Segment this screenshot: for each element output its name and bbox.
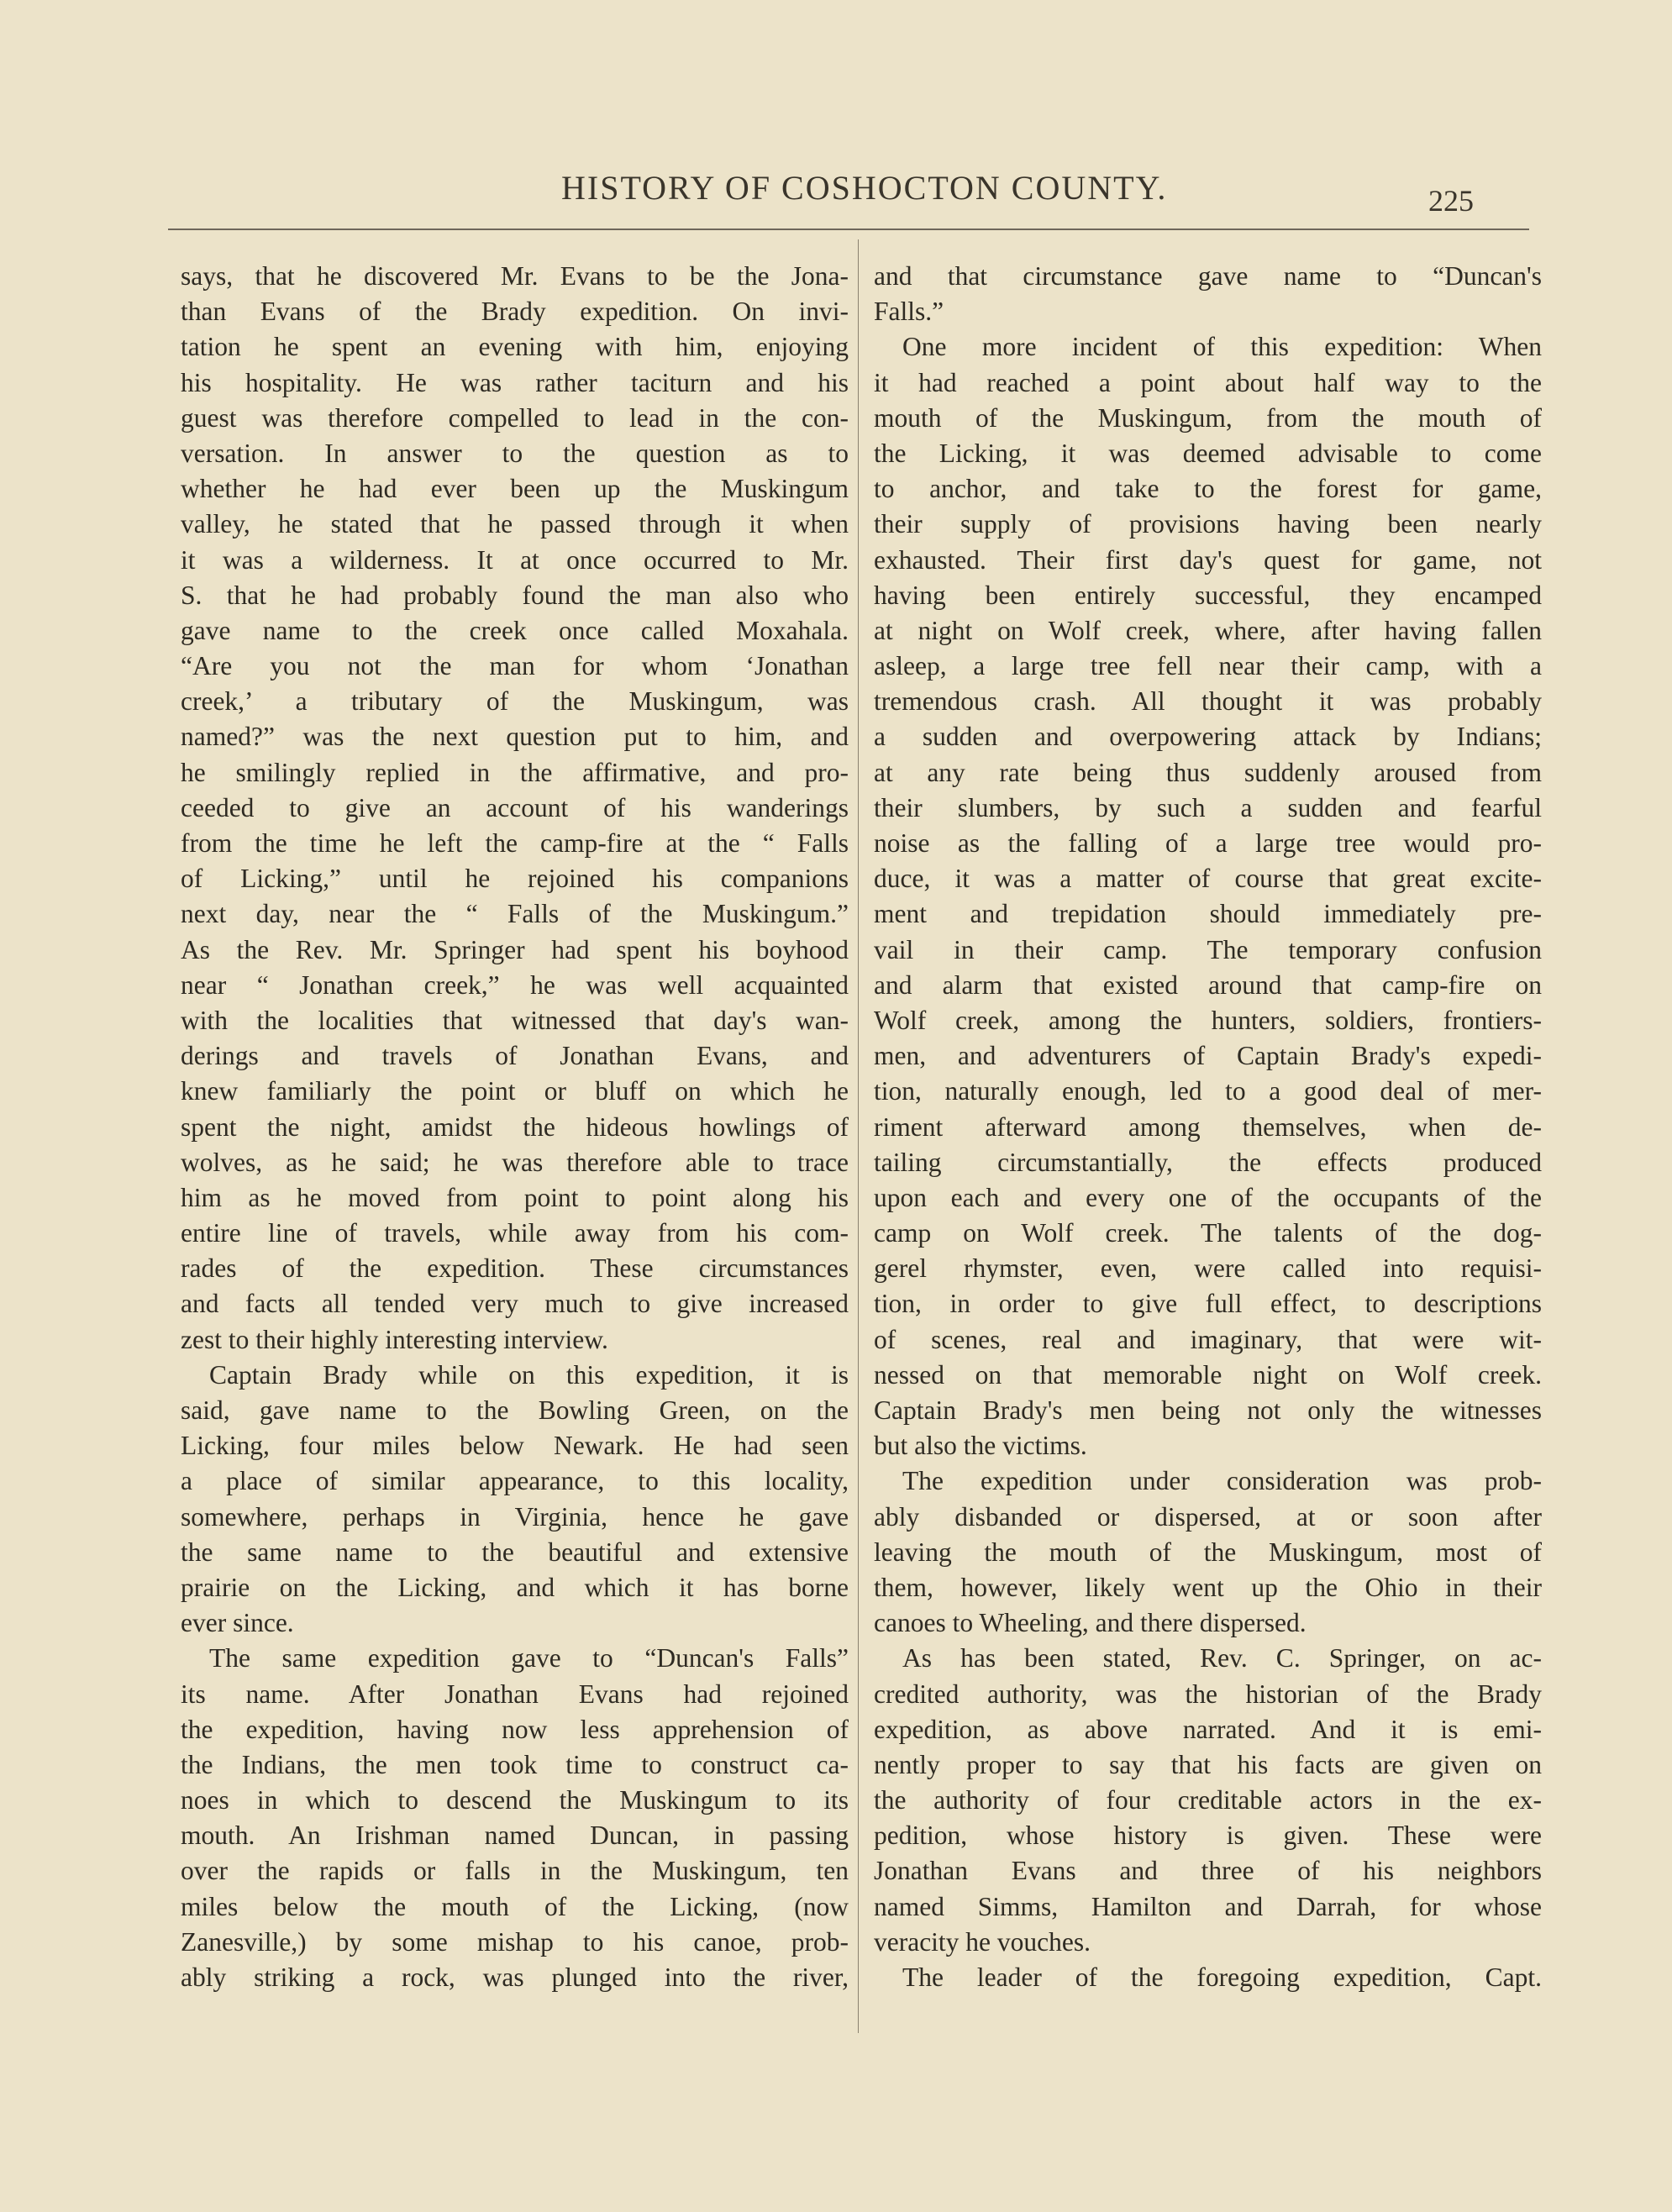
text-line: ever since. — [181, 1608, 294, 1638]
text-line: knew familiarly the point or bluff on which he — [181, 1076, 849, 1106]
text-line: a sudden and overpowering attack by Indians; — [874, 722, 1542, 752]
text-line: Falls.” — [874, 297, 944, 327]
text-line: it had reached a point about half way to the — [874, 367, 1542, 397]
text-line: ably disbanded or dispersed, at or soon after — [874, 1501, 1542, 1532]
text-line: named Simms, Hamilton and Darrah, for whose — [874, 1891, 1542, 1921]
text-line: men, and adventurers of Captain Brady's expedi- — [874, 1041, 1542, 1071]
text-line: creek,’ a tributary of the Muskingum, was — [181, 686, 849, 717]
text-line: the authority of four creditable actors in the ex- — [874, 1785, 1542, 1815]
text-line: duce, it was a matter of course that great excite- — [874, 864, 1542, 894]
text-line: the same name to the beautiful and extensive — [181, 1537, 849, 1567]
text-line: him as he moved from point to point along his — [181, 1182, 849, 1212]
page-number: 225 — [1428, 184, 1474, 218]
text-line: over the rapids or falls in the Muskingum, ten — [181, 1856, 849, 1886]
text-line: veracity he vouches. — [874, 1926, 1091, 1957]
text-line: having been entirely successful, they encamped — [874, 580, 1542, 610]
header-rule — [168, 229, 1529, 230]
text-line: As the Rev. Mr. Springer had spent his boyhood — [181, 934, 849, 964]
right-column — [874, 259, 1542, 1995]
text-line: noise as the falling of a large tree would pro- — [874, 828, 1542, 858]
text-line: it was a wilderness. It at once occurred to Mr. — [181, 544, 849, 575]
text-line: at any rate being thus suddenly aroused from — [874, 757, 1542, 787]
text-line: them, however, likely went up the Ohio in their — [874, 1572, 1542, 1602]
text-line: gave name to the creek once called Moxahala. — [181, 615, 849, 645]
text-line: of scenes, real and imaginary, that were wit- — [874, 1324, 1542, 1354]
text-line: The same expedition gave to “Duncan's Falls” — [209, 1643, 849, 1673]
text-line: next day, near the “ Falls of the Muskingum.” — [181, 899, 849, 929]
text-line: pedition, whose history is given. These were — [874, 1821, 1542, 1851]
text-line: derings and travels of Jonathan Evans, and — [181, 1041, 849, 1071]
text-line: near “ Jonathan creek,” he was well acquainted — [181, 969, 849, 1000]
text-line: at night on Wolf creek, where, after having fallen — [874, 615, 1542, 645]
text-line: mouth. An Irishman named Duncan, in passing — [181, 1821, 849, 1851]
text-line: says, that he discovered Mr. Evans to be the Jona- — [181, 261, 849, 291]
text-line: the Licking, it was deemed advisable to come — [874, 438, 1542, 468]
text-line: Licking, four miles below Newark. He had seen — [181, 1431, 849, 1461]
text-line: One more incident of this expedition: When — [902, 332, 1542, 362]
text-line: Wolf creek, among the hunters, soldiers, frontiers- — [874, 1005, 1542, 1035]
text-line: riment afterward among themselves, when de- — [874, 1111, 1542, 1142]
text-line: Jonathan Evans and three of his neighbors — [874, 1856, 1542, 1886]
text-line: his hospitality. He was rather taciturn and his — [181, 367, 849, 397]
text-line: ment and trepidation should immediately pre- — [874, 899, 1542, 929]
text-line: their slumbers, by such a sudden and fearful — [874, 792, 1542, 822]
text-line: a place of similar appearance, to this locality, — [181, 1466, 849, 1496]
text-line: from the time he left the camp-fire at the “ Falls — [181, 828, 849, 858]
text-line: canoes to Wheeling, and there dispersed. — [874, 1608, 1307, 1638]
text-line: S. that he had probably found the man also who — [181, 580, 849, 610]
text-line: and facts all tended very much to give increased — [181, 1289, 849, 1319]
column-divider — [858, 239, 859, 2033]
page-header — [0, 168, 1672, 218]
text-line: upon each and every one of the occupants of the — [874, 1182, 1542, 1212]
left-column — [181, 259, 849, 1995]
text-line: tion, naturally enough, led to a good deal of mer- — [874, 1076, 1542, 1106]
text-line: valley, he stated that he passed through it when — [181, 509, 849, 539]
text-line: credited authority, was the historian of the Brady — [874, 1679, 1542, 1709]
text-line: tion, in order to give full effect, to descriptions — [874, 1289, 1542, 1319]
text-line: spent the night, amidst the hideous howlings of — [181, 1111, 849, 1142]
text-line: gerel rhymster, even, were called into requisi- — [874, 1253, 1542, 1284]
text-line: ably striking a rock, was plunged into the river, — [181, 1962, 849, 1992]
text-line: versation. In answer to the question as to — [181, 438, 849, 468]
text-line: to anchor, and take to the forest for game, — [874, 474, 1542, 504]
text-line: ceeded to give an account of his wanderings — [181, 792, 849, 822]
text-line: camp on Wolf creek. The talents of the dog- — [874, 1218, 1542, 1248]
text-line: asleep, a large tree fell near their camp, with a — [874, 651, 1542, 681]
text-line: rades of the expedition. These circumstances — [181, 1253, 849, 1284]
text-line: and alarm that existed around that camp-fire on — [874, 969, 1542, 1000]
text-line: the expedition, having now less apprehension of — [181, 1714, 849, 1744]
text-line: named?” was the next question put to him, and — [181, 722, 849, 752]
text-line: zest to their highly interesting interview. — [181, 1324, 608, 1354]
text-line: entire line of travels, while away from his com- — [181, 1218, 849, 1248]
text-line: mouth of the Muskingum, from the mouth of — [874, 402, 1542, 433]
text-line: Zanesville,) by some mishap to his canoe, prob- — [181, 1926, 849, 1957]
text-line: whether he had ever been up the Muskingum — [181, 474, 849, 504]
text-line: expedition, as above narrated. And it is emi- — [874, 1714, 1542, 1744]
text-line: he smilingly replied in the affirmative, and pro- — [181, 757, 849, 787]
text-line: miles below the mouth of the Licking, (now — [181, 1891, 849, 1921]
text-line: of Licking,” until he rejoined his companions — [181, 864, 849, 894]
text-line: tremendous crash. All thought it was probably — [874, 686, 1542, 717]
text-line: its name. After Jonathan Evans had rejoined — [181, 1679, 849, 1709]
text-line: The expedition under consideration was prob- — [902, 1466, 1542, 1496]
text-line: vail in their camp. The temporary confusion — [874, 934, 1542, 964]
text-line: the Indians, the men took time to construct ca- — [181, 1749, 849, 1779]
running-title: HISTORY OF COSHOCTON COUNTY. — [561, 169, 1168, 207]
text-line: somewhere, perhaps in Virginia, hence he gave — [181, 1501, 849, 1532]
text-line: Captain Brady's men being not only the witnesses — [874, 1395, 1542, 1425]
text-line: Captain Brady while on this expedition, it is — [209, 1359, 849, 1390]
text-line: and that circumstance gave name to “Duncan's — [874, 261, 1542, 291]
text-line: exhausted. Their first day's quest for game, not — [874, 544, 1542, 575]
text-line: but also the victims. — [874, 1431, 1087, 1461]
text-line: wolves, as he said; he was therefore able to trace — [181, 1147, 849, 1177]
text-line: guest was therefore compelled to lead in the con- — [181, 402, 849, 433]
text-line: The leader of the foregoing expedition, Capt. — [902, 1962, 1542, 1992]
text-line: noes in which to descend the Muskingum to its — [181, 1785, 849, 1815]
text-line: nently proper to say that his facts are given on — [874, 1749, 1542, 1779]
text-line: said, gave name to the Bowling Green, on the — [181, 1395, 849, 1425]
text-line: their supply of provisions having been nearly — [874, 509, 1542, 539]
text-line: As has been stated, Rev. C. Springer, on ac- — [902, 1643, 1542, 1673]
text-line: than Evans of the Brady expedition. On invi- — [181, 297, 849, 327]
text-line: leaving the mouth of the Muskingum, most of — [874, 1537, 1542, 1567]
text-line: tation he spent an evening with him, enjoying — [181, 332, 849, 362]
text-line: with the localities that witnessed that day's wan- — [181, 1005, 849, 1035]
text-line: prairie on the Licking, and which it has borne — [181, 1572, 849, 1602]
text-line: “Are you not the man for whom ‘Jonathan — [181, 651, 849, 681]
text-line: tailing circumstantially, the effects produced — [874, 1147, 1542, 1177]
text-line: nessed on that memorable night on Wolf creek. — [874, 1359, 1542, 1390]
